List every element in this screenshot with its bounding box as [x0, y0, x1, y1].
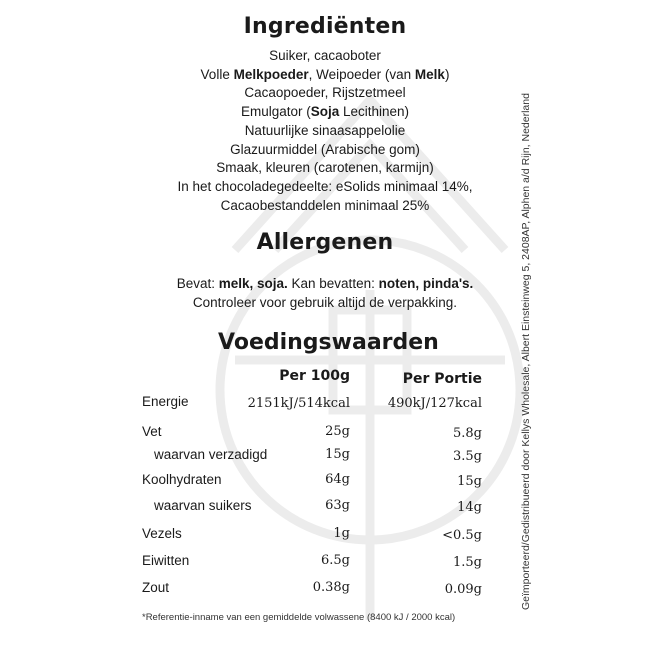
reference-intake-footnote: *Referentie-inname van een gemiddelde volwassene (8400 kJ / 2000 kcal): [142, 612, 456, 623]
ingredient-allergen: Melk: [414, 66, 445, 82]
value-per-100g: 2151kJ/514kcal: [247, 396, 350, 411]
ingredient-line: [0, 103, 650, 122]
nutrition-title: Voedingswaarden: [218, 330, 439, 355]
ingredient-line: [0, 197, 650, 216]
ingredient-allergen: Soja: [310, 104, 340, 120]
table-row: [0, 472, 650, 492]
nutrient-label: Energie: [142, 394, 189, 409]
ingredient-line: [0, 159, 650, 178]
nutrient-label: Vezels: [142, 526, 182, 541]
column-header-per-100g: Per 100g: [279, 368, 350, 384]
value-per-100g: 0.38g: [312, 580, 350, 595]
value-per-100g: 63g: [325, 498, 350, 513]
ingredient-text: ): [444, 66, 450, 82]
table-row: [0, 553, 650, 573]
nutrient-label: waarvan suikers: [154, 498, 252, 513]
ingredient-text: Cacaopoeder, Rijstzetmeel: [244, 85, 406, 101]
ingredient-line: [0, 47, 650, 66]
table-row: [0, 526, 650, 546]
table-row: [0, 498, 650, 518]
ingredients-title: Ingrediënten: [243, 14, 407, 39]
nutrient-label: waarvan verzadigd: [154, 447, 268, 462]
value-per-portie: 15g: [457, 474, 482, 489]
nutrient-label: Eiwitten: [142, 553, 190, 568]
value-per-100g: 15g: [325, 447, 350, 462]
allergens-line-contains: Bevat: melk, soja. Kan bevatten: noten, pinda's.: [176, 276, 474, 291]
allergens-title: Allergenen: [256, 230, 394, 255]
table-row: [0, 580, 650, 600]
ingredient-line: [0, 178, 650, 197]
value-per-portie: 1.5g: [453, 555, 482, 570]
value-per-100g: 6.5g: [321, 553, 350, 568]
value-per-portie: 3.5g: [453, 449, 482, 464]
ingredient-line: [0, 141, 650, 160]
ingredient-text: Volle: [200, 66, 234, 82]
ingredients-list: [0, 47, 650, 215]
ingredient-text: Glazuurmiddel (Arabische gom): [230, 141, 420, 157]
value-per-portie: <0.5g: [442, 528, 482, 543]
nutrient-label: Koolhydraten: [142, 472, 222, 487]
table-row: [0, 394, 650, 414]
allergens-statement: [0, 275, 650, 312]
value-per-portie: 5.8g: [453, 426, 482, 441]
ingredient-line: [0, 122, 650, 141]
ingredient-text: Cacaobestanddelen minimaal 25%: [220, 197, 430, 213]
table-row: [0, 424, 650, 444]
value-per-100g: 64g: [325, 472, 350, 487]
value-per-100g: 25g: [325, 424, 350, 439]
ingredient-allergen: Melkpoeder: [233, 66, 309, 82]
ingredient-text: Smaak, kleuren (carotenen, karmijn): [216, 160, 434, 176]
importer-address: Geïmporteerd/Gedistribueerd door Kellys Wholesale, Albert Einsteinweg 5, 2408AP, Alphen a/d Rijn, Nederland: [520, 93, 532, 610]
ingredient-text: , Weipoeder (van: [308, 66, 415, 82]
value-per-portie: 14g: [457, 500, 482, 515]
ingredient-text: Lecithinen): [339, 104, 410, 120]
ingredient-line: [0, 84, 650, 103]
table-row: [0, 447, 650, 467]
ingredient-text: In het chocoladegedeelte: eSolids minimaal 14%,: [177, 178, 473, 194]
ingredient-text: Suiker, cacaoboter: [269, 48, 381, 63]
ingredient-line: [0, 66, 650, 85]
nutrient-label: Zout: [142, 580, 170, 595]
ingredient-text: Emulgator (: [240, 104, 311, 120]
column-header-per-portie: Per Portie: [402, 371, 482, 387]
value-per-100g: 1g: [333, 526, 350, 541]
nutrient-label: Vet: [142, 424, 162, 439]
ingredient-text: Natuurlijke sinaasappelolie: [244, 122, 406, 138]
allergens-line-check: Controleer voor gebruik altijd de verpakking.: [192, 294, 458, 310]
value-per-portie: 490kJ/127kcal: [387, 396, 482, 411]
value-per-portie: 0.09g: [444, 582, 482, 597]
